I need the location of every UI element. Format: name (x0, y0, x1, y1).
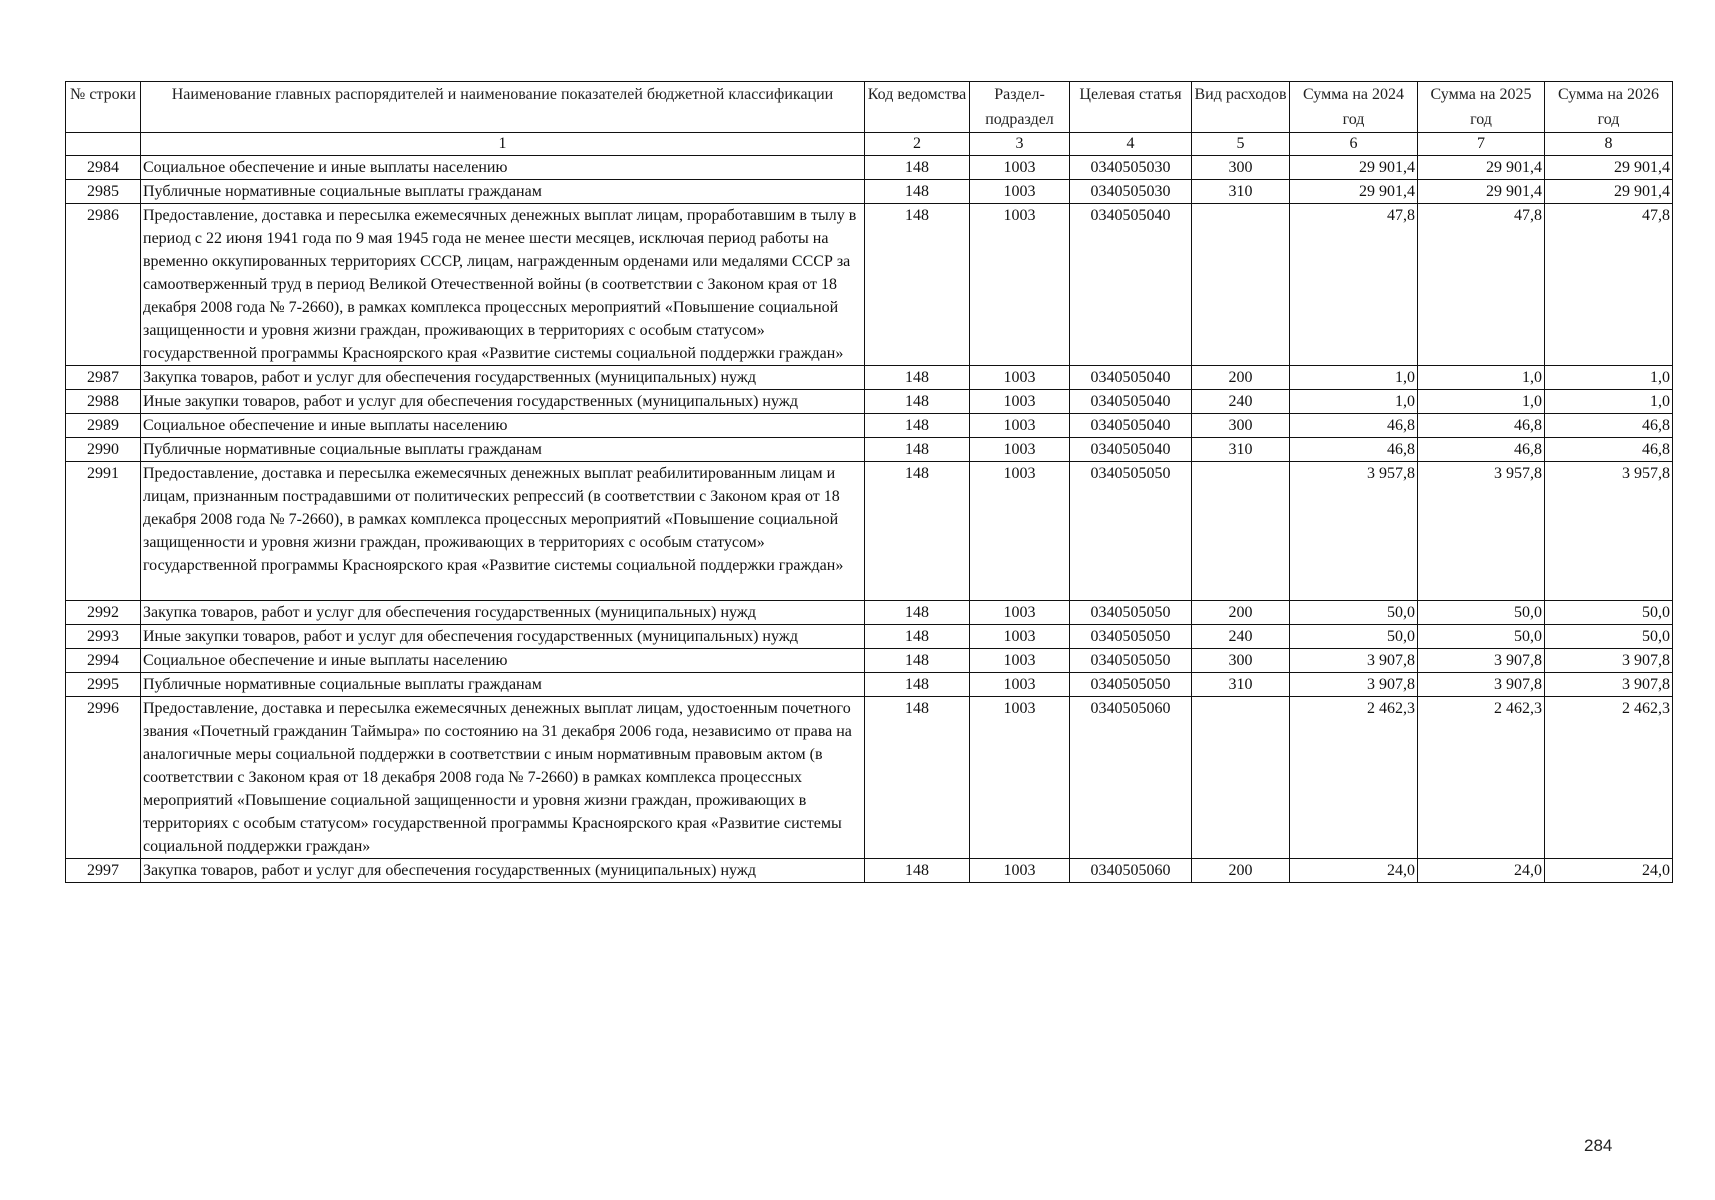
department-code-cell: 148 (865, 204, 970, 366)
table-row (66, 204, 1673, 366)
expense-type-cell (1192, 204, 1290, 366)
sum-2025-cell: 46,8 (1418, 414, 1545, 438)
row-number-cell: 2997 (66, 859, 141, 883)
sum-2025-cell: 29 901,4 (1418, 180, 1545, 204)
table-row (66, 625, 1673, 649)
column-number: 6 (1290, 133, 1418, 156)
sum-2025-cell: 3 907,8 (1418, 649, 1545, 673)
row-number-cell: 2993 (66, 625, 141, 649)
sum-2025-cell: 46,8 (1418, 438, 1545, 462)
section-code-cell: 1003 (970, 390, 1070, 414)
target-article-cell: 0340505050 (1070, 601, 1192, 625)
item-name-cell: Предоставление, доставка и пересылка ежемесячных денежных выплат лицам, проработавшим в тылу в период с 22 июня 1941 года по 9 мая 1945 года не менее шести месяцев, исключая период работы на временно оккупированных территориях СССР, лицам, награжденным орденами или медалями СССР за самоотверженный труд в период Великой Отечественной войны (в соответствии с Законом края от 18 декабря 2008 года № 7-2660), в рамках комплекса процессных мероприятий «Повышение социальной защищенности и уровня жизни граждан, проживающих в территориях с особым статусом» государственной программы Красноярского края «Развитие системы социальной поддержки граждан» (141, 204, 865, 366)
sum-2024-cell: 3 907,8 (1290, 649, 1418, 673)
sum-2024-cell: 3 957,8 (1290, 462, 1418, 601)
expense-type-cell: 310 (1192, 673, 1290, 697)
table-header (66, 82, 1673, 156)
sum-2024-cell: 50,0 (1290, 601, 1418, 625)
column-number: 5 (1192, 133, 1290, 156)
sum-2024-cell: 1,0 (1290, 366, 1418, 390)
section-code-cell: 1003 (970, 156, 1070, 180)
section-code-cell: 1003 (970, 438, 1070, 462)
sum-2024-cell: 29 901,4 (1290, 156, 1418, 180)
expense-type-cell: 310 (1192, 438, 1290, 462)
sum-2026-cell: 24,0 (1545, 859, 1673, 883)
table-row (66, 859, 1673, 883)
table-row (66, 649, 1673, 673)
section-code-cell: 1003 (970, 462, 1070, 601)
header-row (66, 82, 1673, 133)
sum-2026-cell: 46,8 (1545, 438, 1673, 462)
sum-2025-cell: 47,8 (1418, 204, 1545, 366)
sum-2026-cell: 29 901,4 (1545, 180, 1673, 204)
sum-2024-cell: 29 901,4 (1290, 180, 1418, 204)
target-article-cell: 0340505060 (1070, 697, 1192, 859)
sum-2025-cell: 50,0 (1418, 625, 1545, 649)
sum-2024-cell: 50,0 (1290, 625, 1418, 649)
target-article-cell: 0340505040 (1070, 390, 1192, 414)
expense-type-cell: 200 (1192, 859, 1290, 883)
sum-2026-cell: 2 462,3 (1545, 697, 1673, 859)
section-code-cell: 1003 (970, 180, 1070, 204)
item-name-cell: Публичные нормативные социальные выплаты гражданам (141, 438, 865, 462)
target-article-cell: 0340505040 (1070, 438, 1192, 462)
department-code-cell: 148 (865, 366, 970, 390)
table-row (66, 180, 1673, 204)
sum-2025-cell: 50,0 (1418, 601, 1545, 625)
target-article-cell: 0340505030 (1070, 180, 1192, 204)
section-code-cell: 1003 (970, 601, 1070, 625)
header-target-article: Целевая статья (1070, 82, 1192, 133)
item-name-cell: Публичные нормативные социальные выплаты гражданам (141, 673, 865, 697)
sum-2024-cell: 46,8 (1290, 438, 1418, 462)
expense-type-cell: 240 (1192, 390, 1290, 414)
column-number: 4 (1070, 133, 1192, 156)
expense-type-cell: 200 (1192, 366, 1290, 390)
table-row (66, 601, 1673, 625)
column-number (66, 133, 141, 156)
row-number-cell: 2991 (66, 462, 141, 601)
sum-2024-cell: 47,8 (1290, 204, 1418, 366)
table-row (66, 390, 1673, 414)
sum-2026-cell: 50,0 (1545, 625, 1673, 649)
row-number-cell: 2988 (66, 390, 141, 414)
expense-type-cell: 200 (1192, 601, 1290, 625)
expense-type-cell: 300 (1192, 156, 1290, 180)
expense-type-cell: 240 (1192, 625, 1290, 649)
item-name-cell: Публичные нормативные социальные выплаты гражданам (141, 180, 865, 204)
section-code-cell: 1003 (970, 366, 1070, 390)
row-number-cell: 2996 (66, 697, 141, 859)
department-code-cell: 148 (865, 180, 970, 204)
target-article-cell: 0340505030 (1070, 156, 1192, 180)
target-article-cell: 0340505050 (1070, 625, 1192, 649)
header-expense-type: Вид расходов (1192, 82, 1290, 133)
sum-2025-cell: 29 901,4 (1418, 156, 1545, 180)
target-article-cell: 0340505040 (1070, 414, 1192, 438)
sum-2025-cell: 1,0 (1418, 390, 1545, 414)
expense-type-cell (1192, 462, 1290, 601)
expense-type-cell: 300 (1192, 414, 1290, 438)
table-row (66, 366, 1673, 390)
department-code-cell: 148 (865, 649, 970, 673)
table-row (66, 462, 1673, 601)
department-code-cell: 148 (865, 414, 970, 438)
table-row (66, 697, 1673, 859)
table-row (66, 156, 1673, 180)
table-row (66, 673, 1673, 697)
department-code-cell: 148 (865, 697, 970, 859)
sum-2024-cell: 2 462,3 (1290, 697, 1418, 859)
row-number-cell: 2984 (66, 156, 141, 180)
section-code-cell: 1003 (970, 859, 1070, 883)
sum-2026-cell: 3 907,8 (1545, 673, 1673, 697)
item-name-cell: Социальное обеспечение и иные выплаты населению (141, 414, 865, 438)
sum-2026-cell: 46,8 (1545, 414, 1673, 438)
column-number-row (66, 133, 1673, 156)
target-article-cell: 0340505040 (1070, 204, 1192, 366)
header-section: Раздел-подраздел (970, 82, 1070, 133)
table-row (66, 414, 1673, 438)
department-code-cell: 148 (865, 390, 970, 414)
table-body (66, 156, 1673, 883)
sum-2025-cell: 2 462,3 (1418, 697, 1545, 859)
item-name-cell: Иные закупки товаров, работ и услуг для обеспечения государственных (муниципальных) нужд (141, 625, 865, 649)
row-number-cell: 2995 (66, 673, 141, 697)
header-sum-2025: Сумма на 2025 год (1418, 82, 1545, 133)
row-number-cell: 2989 (66, 414, 141, 438)
sum-2026-cell: 3 907,8 (1545, 649, 1673, 673)
column-number: 1 (141, 133, 865, 156)
expense-type-cell: 310 (1192, 180, 1290, 204)
row-number-cell: 2986 (66, 204, 141, 366)
target-article-cell: 0340505050 (1070, 462, 1192, 601)
item-name-cell: Закупка товаров, работ и услуг для обеспечения государственных (муниципальных) нужд (141, 366, 865, 390)
sum-2024-cell: 46,8 (1290, 414, 1418, 438)
page-number: 284 (1584, 1136, 1613, 1155)
item-name-cell: Предоставление, доставка и пересылка ежемесячных денежных выплат реабилитированным лицам и лицам, признанным пострадавшими от политических репрессий (в соответствии с Законом края от 18 декабря 2008 года № 7-2660), в рамках комплекса процессных мероприятий «Повышение социальной защищенности и уровня жизни граждан, проживающих в территориях с особым статусом» государственной программы Красноярского края «Развитие системы социальной поддержки граждан» (141, 462, 865, 601)
item-name-cell: Иные закупки товаров, работ и услуг для обеспечения государственных (муниципальных) нужд (141, 390, 865, 414)
section-code-cell: 1003 (970, 625, 1070, 649)
sum-2026-cell: 47,8 (1545, 204, 1673, 366)
expense-type-cell: 300 (1192, 649, 1290, 673)
sum-2025-cell: 3 907,8 (1418, 673, 1545, 697)
header-name: Наименование главных распорядителей и наименование показателей бюджетной классификации (141, 82, 865, 133)
sum-2025-cell: 1,0 (1418, 366, 1545, 390)
header-row-number: № строки (66, 82, 141, 133)
row-number-cell: 2992 (66, 601, 141, 625)
column-number: 3 (970, 133, 1070, 156)
row-number-cell: 2985 (66, 180, 141, 204)
target-article-cell: 0340505060 (1070, 859, 1192, 883)
header-sum-2024: Сумма на 2024 год (1290, 82, 1418, 133)
section-code-cell: 1003 (970, 697, 1070, 859)
item-name-cell: Закупка товаров, работ и услуг для обеспечения государственных (муниципальных) нужд (141, 601, 865, 625)
item-name-cell: Закупка товаров, работ и услуг для обеспечения государственных (муниципальных) нужд (141, 859, 865, 883)
sum-2026-cell: 29 901,4 (1545, 156, 1673, 180)
sum-2026-cell: 3 957,8 (1545, 462, 1673, 601)
department-code-cell: 148 (865, 156, 970, 180)
target-article-cell: 0340505050 (1070, 649, 1192, 673)
section-code-cell: 1003 (970, 204, 1070, 366)
sum-2025-cell: 3 957,8 (1418, 462, 1545, 601)
item-name-cell: Социальное обеспечение и иные выплаты населению (141, 649, 865, 673)
department-code-cell: 148 (865, 601, 970, 625)
section-code-cell: 1003 (970, 673, 1070, 697)
header-department-code: Код ведомства (865, 82, 970, 133)
column-number: 8 (1545, 133, 1673, 156)
department-code-cell: 148 (865, 859, 970, 883)
section-code-cell: 1003 (970, 649, 1070, 673)
sum-2026-cell: 1,0 (1545, 366, 1673, 390)
sum-2024-cell: 24,0 (1290, 859, 1418, 883)
item-name-cell: Предоставление, доставка и пересылка ежемесячных денежных выплат лицам, удостоенным почетного звания «Почетный гражданин Таймыра» по состоянию на 31 декабря 2006 года, независимо от права на аналогичные меры социальной поддержки в соответствии с иным нормативным правовым актом (в соответствии с Законом края от 18 декабря 2008 года № 7-2660) в рамках комплекса процессных мероприятий «Повышение социальной защищенности и уровня жизни граждан, проживающих в территориях с особым статусом» государственной программы Красноярского края «Развитие системы социальной поддержки граждан» (141, 697, 865, 859)
budget-table (65, 81, 1673, 883)
row-number-cell: 2990 (66, 438, 141, 462)
sum-2026-cell: 1,0 (1545, 390, 1673, 414)
department-code-cell: 148 (865, 462, 970, 601)
column-number: 2 (865, 133, 970, 156)
department-code-cell: 148 (865, 625, 970, 649)
item-name-cell: Социальное обеспечение и иные выплаты населению (141, 156, 865, 180)
department-code-cell: 148 (865, 438, 970, 462)
header-sum-2026: Сумма на 2026 год (1545, 82, 1673, 133)
sum-2024-cell: 1,0 (1290, 390, 1418, 414)
column-number: 7 (1418, 133, 1545, 156)
sum-2025-cell: 24,0 (1418, 859, 1545, 883)
target-article-cell: 0340505050 (1070, 673, 1192, 697)
section-code-cell: 1003 (970, 414, 1070, 438)
row-number-cell: 2994 (66, 649, 141, 673)
department-code-cell: 148 (865, 673, 970, 697)
expense-type-cell (1192, 697, 1290, 859)
table-row (66, 438, 1673, 462)
target-article-cell: 0340505040 (1070, 366, 1192, 390)
row-number-cell: 2987 (66, 366, 141, 390)
sum-2024-cell: 3 907,8 (1290, 673, 1418, 697)
sum-2026-cell: 50,0 (1545, 601, 1673, 625)
